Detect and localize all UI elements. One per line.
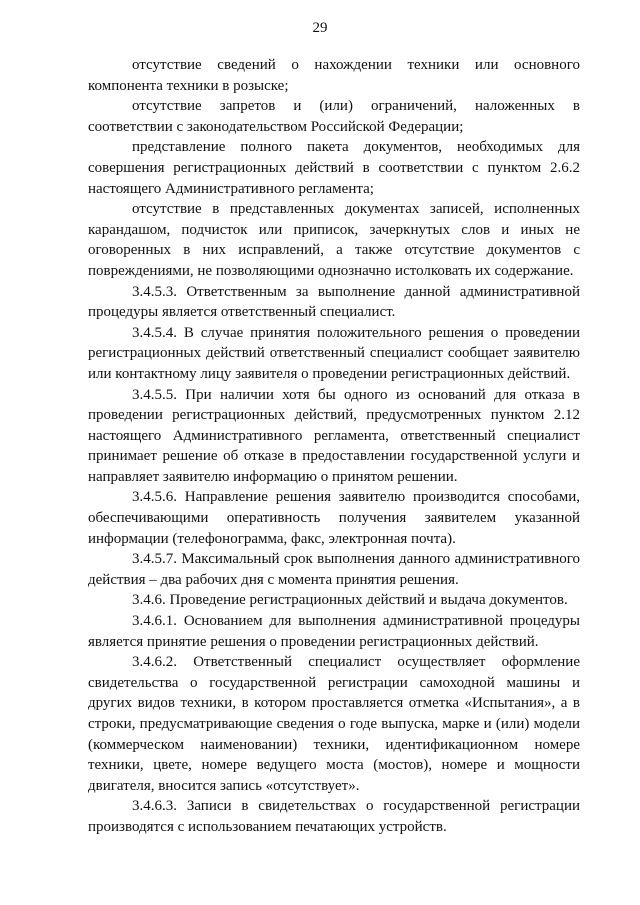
- paragraph-1: отсутствие сведений о нахождении техники или основного компонента техники в розыске;: [88, 57, 580, 94]
- paragraph-10: 3.4.6. Проведение регистрационных действий и выдача документов.: [132, 592, 568, 609]
- paragraph-9: 3.4.5.7. Максимальный срок выполнения данного административного действия – два рабочих дня с момента принятия решения.: [88, 551, 580, 588]
- paragraph-11: 3.4.6.1. Основанием для выполнения административной процедуры является принятие решения о проведении регистрационных действий.: [88, 613, 580, 650]
- paragraph-4: отсутствие в представленных документах записей, исполненных карандашом, подчисток или приписок, зачеркнутых слов и иных не оговоренных в них исправлений, а также отсутствие документов с повреждениями, не позволяющими однозначно истолковать их содержание.: [88, 201, 580, 279]
- paragraph-8: 3.4.5.6. Направление решения заявителю производится способами, обеспечивающими оперативность получения заявителем указанной информации (телефонограмма, факс, электронная почта).: [88, 489, 580, 547]
- paragraph-13: 3.4.6.3. Записи в свидетельствах о государственной регистрации производятся с использованием печатающих устройств.: [88, 798, 580, 835]
- paragraph-12: 3.4.6.2. Ответственный специалист осуществляет оформление свидетельства о государственной регистрации самоходной машины и других видов техники, в котором проставляется отметка «Испытания», а в строки, предусматривающие сведения о годе выпуска, марке и (или) модели (коммерческом наименовании) техники, идентификационном номере техники, цвете, номере ведущего моста (мостов), номере и мощности двигателя, вносится запись «отсутствует».: [88, 654, 580, 794]
- paragraph-7: 3.4.5.5. При наличии хотя бы одного из оснований для отказа в проведении регистрационных действий, предусмотренных пунктом 2.12 настоящего Административного регламента, ответственный специалист принимает решение об отказе в предоставлении государственной услуги и направляет заявителю информацию о принятом решении.: [88, 386, 580, 485]
- paragraph-6: 3.4.5.4. В случае принятия положительного решения о проведении регистрационных действий ответственный специалист сообщает заявителю или контактному лицу заявителя о проведении регистрационных действий.: [88, 324, 580, 382]
- paragraph-5: 3.4.5.3. Ответственным за выполнение данной административной процедуры является ответственный специалист.: [88, 283, 580, 321]
- paragraph-2: отсутствие запретов и (или) ограничений, наложенных в соответствии с законодательством Российской Федерации;: [88, 98, 580, 135]
- document-body: [88, 55, 580, 838]
- page-number: 29: [312, 20, 328, 36]
- paragraph-3: представление полного пакета документов, необходимых для совершения регистрационных действий в соответствии с пунктом 2.6.2 настоящего Административного регламента;: [88, 139, 580, 197]
